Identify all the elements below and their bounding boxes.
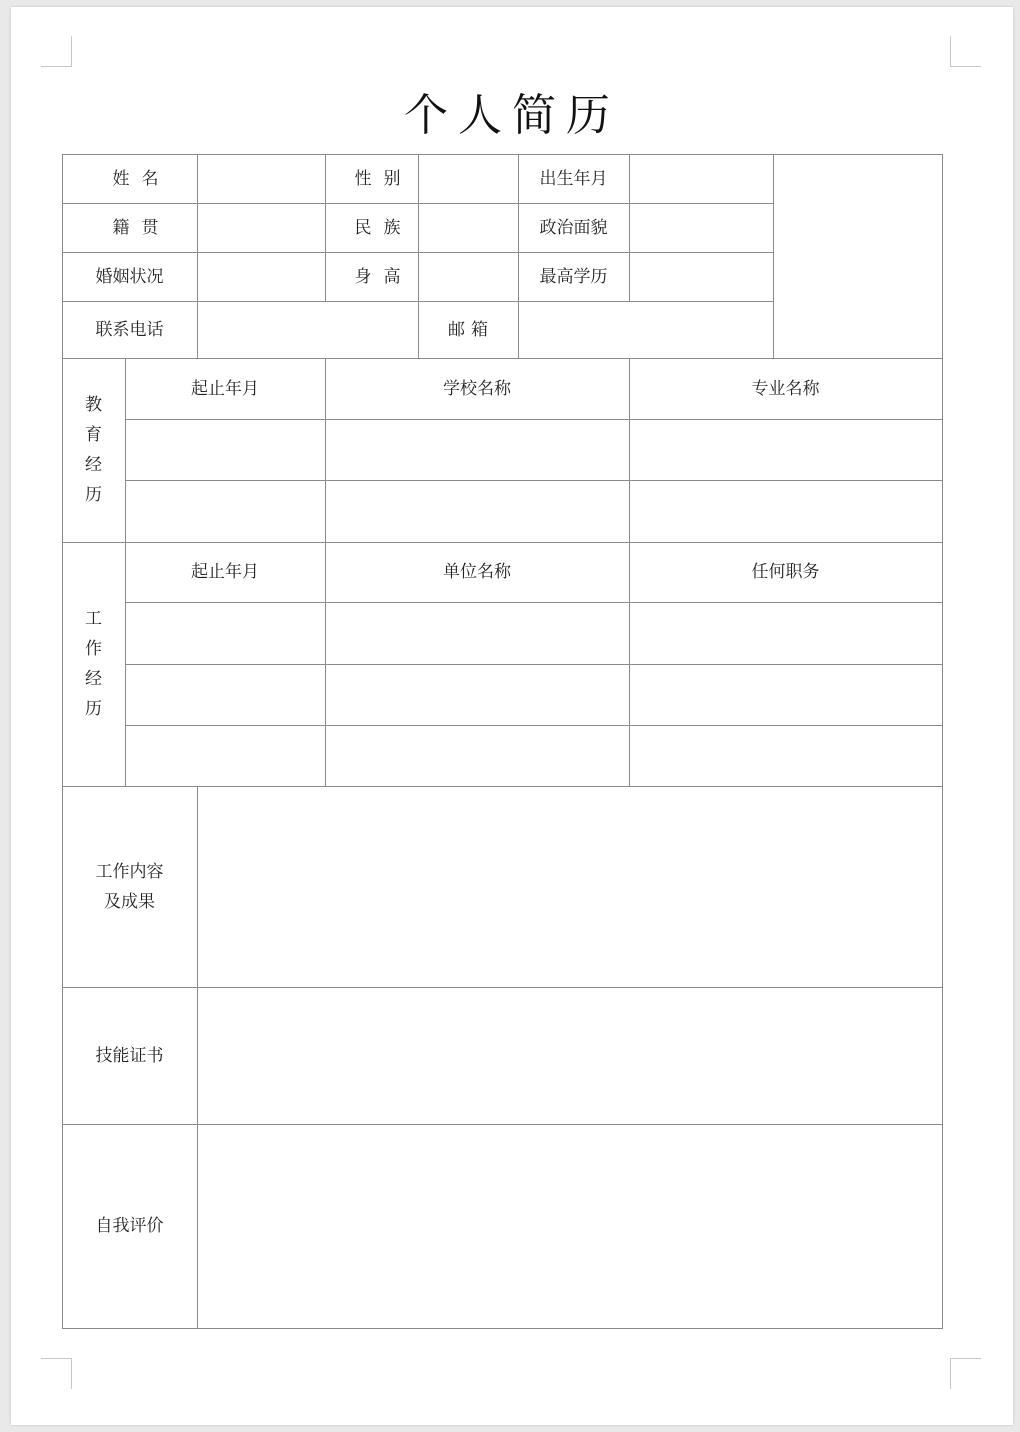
education-school-field[interactable] [326,481,629,542]
work-column-header: 单位名称 [443,562,511,582]
native-place-field[interactable] [198,204,325,252]
photo-area[interactable] [774,155,942,358]
margin-corner-mark [950,1358,981,1389]
work-position-field[interactable] [630,665,942,725]
margin-corner-mark [41,1358,72,1389]
height-label: 身高 [354,266,413,287]
resume-form [62,154,943,1329]
work-company-field[interactable] [326,665,629,725]
native-place-label: 籍贯 [112,217,171,238]
work-period-field[interactable] [126,726,325,786]
gender-field[interactable] [419,155,518,203]
highest-education-field[interactable] [630,253,773,301]
work-period-field[interactable] [126,603,325,664]
phone-field[interactable] [198,302,418,358]
education-major-field[interactable] [630,420,942,480]
table-border [62,1328,943,1329]
skills-field[interactable] [198,988,942,1124]
highest-education-label: 最高学历 [539,266,608,287]
margin-corner-mark [950,36,981,67]
document-page [11,7,1013,1425]
education-period-field[interactable] [126,420,325,480]
education-column-header: 专业名称 [751,378,820,399]
birth-date-field[interactable] [630,155,773,203]
work-column-header: 起止年月 [191,562,259,582]
education-school-field[interactable] [326,420,629,480]
name-field[interactable] [198,155,325,203]
political-status-field[interactable] [630,204,773,252]
education-column-header: 学校名称 [443,378,511,399]
skills-label: 技能证书 [95,1045,164,1066]
education-section-label: 教育经历 [85,395,102,505]
name-label: 姓名 [112,168,171,189]
height-field[interactable] [419,253,518,301]
education-major-field[interactable] [630,481,942,542]
work-content-label: 工作内容 及成果 [95,861,164,912]
email-label: 邮箱 [448,319,494,340]
self-evaluation-field[interactable] [198,1125,942,1328]
work-position-field[interactable] [630,726,942,786]
political-status-label: 政治面貌 [539,217,608,238]
work-section-label: 工作经历 [85,609,102,719]
marital-status-field[interactable] [198,253,325,301]
work-column-header: 任何职务 [751,562,820,582]
self-evaluation-label: 自我评价 [95,1216,164,1236]
work-content-field[interactable] [198,787,942,987]
birth-date-label: 出生年月 [539,168,608,189]
ethnicity-label: 民族 [354,217,413,238]
work-company-field[interactable] [326,726,629,786]
phone-label: 联系电话 [95,319,164,340]
margin-corner-mark [41,36,72,67]
education-column-header: 起止年月 [191,378,259,399]
email-field[interactable] [519,302,773,358]
marital-status-label: 婚姻状况 [95,266,164,287]
table-border [942,154,943,1329]
education-period-field[interactable] [126,481,325,542]
page-title: 个人简历 [404,90,620,141]
work-company-field[interactable] [326,603,629,664]
ethnicity-field[interactable] [419,204,518,252]
work-position-field[interactable] [630,603,942,664]
gender-label: 性别 [354,168,413,189]
work-period-field[interactable] [126,665,325,725]
